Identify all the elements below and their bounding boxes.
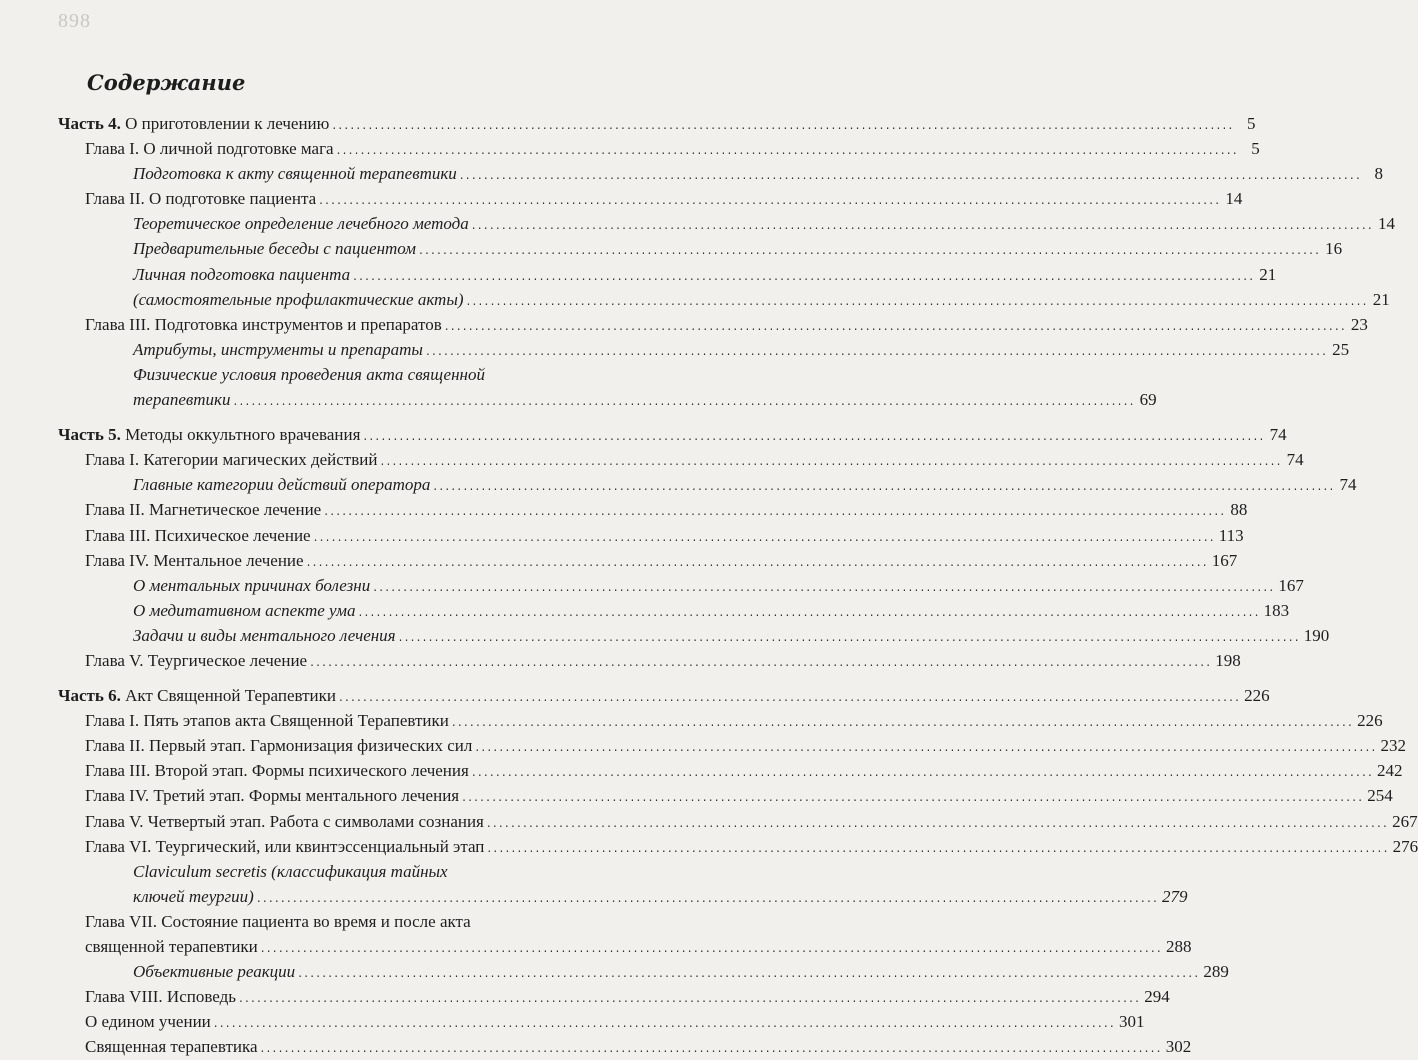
dot-leader xyxy=(373,576,1275,599)
dot-leader xyxy=(314,526,1216,549)
toc-chapter-entry xyxy=(58,910,628,935)
toc-part-entry xyxy=(58,423,1287,448)
toc-entry-label: Объективные реакции xyxy=(133,962,296,982)
toc-page-number: 190 xyxy=(1303,625,1330,645)
dot-leader xyxy=(261,937,1163,960)
dot-leader xyxy=(462,786,1364,809)
dot-leader xyxy=(419,239,1321,262)
toc-page-number: 14 xyxy=(1225,189,1243,209)
toc-part-entry xyxy=(58,684,1270,709)
toc-entry-label: О едином учении xyxy=(85,1012,211,1032)
toc-chapter-entry xyxy=(58,759,1403,784)
toc-part-title: Акт Священной Терапевтики xyxy=(120,686,336,706)
toc-entry-label: ключей теургии) xyxy=(133,886,254,906)
toc-entry-label: Главные категории действий оператора xyxy=(133,475,431,495)
toc-page-number: 88 xyxy=(1230,500,1248,520)
dot-leader xyxy=(310,651,1212,674)
toc-entry-label: терапевтики xyxy=(133,390,231,410)
toc-entry-label: Глава V. Четвертый этап. Работа с символами сознания xyxy=(85,811,484,831)
dot-leader xyxy=(261,1037,1163,1060)
toc-chapter-entry xyxy=(58,1010,1145,1035)
toc-entry-label: священной терапевтики xyxy=(85,937,258,956)
toc-entry-label: Теоретическое определение лечебного метода xyxy=(133,214,469,234)
dot-leader xyxy=(233,390,1135,413)
toc-chapter-entry xyxy=(58,810,1418,835)
toc-page-number: 167 xyxy=(1211,550,1238,570)
toc-section-entry xyxy=(58,338,1350,363)
toc-chapter-entry xyxy=(58,549,1238,574)
dot-leader xyxy=(339,686,1241,709)
toc-entry-label: Глава III. Психическое лечение xyxy=(85,525,311,545)
dot-leader xyxy=(452,711,1354,734)
toc-section-entry xyxy=(58,624,1330,649)
toc-entry-label: Священная терапевтика xyxy=(85,1037,258,1057)
toc-page-number: 198 xyxy=(1215,650,1241,670)
dot-leader xyxy=(380,450,1282,473)
dot-leader xyxy=(399,626,1301,649)
dot-leader xyxy=(467,290,1369,313)
toc-page-number: 74 xyxy=(1269,425,1287,445)
toc-part-title: Методы оккультного врачевания xyxy=(120,425,361,445)
dot-leader xyxy=(257,887,1159,910)
toc-page-number: 279 xyxy=(1161,886,1188,906)
toc-entry-label: О ментальных причинах болезни xyxy=(133,575,371,595)
toc-page-number: 267 xyxy=(1392,811,1418,831)
toc-page-number: 74 xyxy=(1339,475,1357,495)
dot-leader xyxy=(433,475,1335,498)
dot-leader xyxy=(337,139,1239,162)
dot-leader xyxy=(460,164,1362,187)
dot-leader xyxy=(472,214,1374,237)
toc-page-number: 21 xyxy=(1259,264,1277,284)
toc-page-number: 183 xyxy=(1263,600,1290,620)
toc-entry-label xyxy=(58,112,329,135)
dot-leader xyxy=(475,736,1377,759)
dot-leader xyxy=(359,601,1261,624)
toc-entry-label: Глава II. Первый этап. Гармонизация физических сил xyxy=(85,736,473,756)
dot-leader xyxy=(214,1012,1116,1035)
toc-part-entry xyxy=(58,112,1256,137)
dot-leader xyxy=(239,987,1141,1010)
toc-page-number: 167 xyxy=(1278,575,1304,595)
toc-page-number: 8 xyxy=(1374,164,1383,184)
toc-page-number: 226 xyxy=(1244,686,1270,706)
toc-entry-label: Глава VIII. Исповедь xyxy=(85,987,237,1007)
dot-leader xyxy=(332,114,1234,137)
dot-leader xyxy=(487,837,1389,860)
toc-chapter-entry xyxy=(58,187,1243,212)
dot-leader xyxy=(353,265,1255,288)
dot-leader xyxy=(307,551,1209,574)
dot-leader xyxy=(324,500,1226,523)
toc-entry-label: Глава VII. Состояние пациента во время и после акта xyxy=(85,911,471,931)
toc-chapter-entry xyxy=(58,784,1393,809)
page-number: 898 xyxy=(58,10,91,32)
toc-entry-label: Глава III. Второй этап. Формы психического лечения xyxy=(85,761,469,781)
toc-page-number: 23 xyxy=(1350,314,1368,334)
toc-entry-label: Подготовка к акту священной терапевтики xyxy=(133,164,457,184)
toc-entry-label: Глава VI. Теургический, или квинтэссенциальный этап xyxy=(85,836,485,856)
toc-chapter-entry xyxy=(58,649,1241,674)
toc-entry-label: Глава IV. Третий этап. Формы ментального лечения xyxy=(85,786,460,806)
toc-entry-label: Физические условия проведения акта священной xyxy=(133,364,485,384)
toc-entry-label: Задачи и виды ментального лечения xyxy=(133,625,396,645)
toc-page-number: 74 xyxy=(1286,450,1304,470)
toc-section-entry xyxy=(58,363,628,388)
toc-chapter-entry xyxy=(58,835,1418,860)
toc-page-number: 69 xyxy=(1139,390,1157,410)
toc-chapter-entry xyxy=(58,448,1304,473)
dot-leader xyxy=(319,189,1221,212)
toc-page-number: 288 xyxy=(1165,937,1192,956)
toc-section-entry xyxy=(58,960,1229,985)
dot-leader xyxy=(426,340,1328,363)
toc-page-number: 302 xyxy=(1165,1037,1192,1057)
dot-leader xyxy=(298,962,1200,985)
toc-part-number: Часть 6. xyxy=(58,686,121,706)
toc-part-number: Часть 5. xyxy=(58,425,121,445)
toc-chapter-entry xyxy=(58,498,1248,523)
toc-section-entry xyxy=(58,162,1383,187)
toc-entry-label: Глава I. Категории магических действий xyxy=(85,450,378,470)
toc-title: Содержание xyxy=(87,70,246,95)
toc-entry-label: Глава IV. Ментальное лечение xyxy=(85,550,304,570)
toc-chapter-entry xyxy=(58,313,1368,338)
dot-leader xyxy=(363,425,1265,448)
toc-page-number: 226 xyxy=(1357,711,1383,731)
toc-entry-label: Личная подготовка пациента xyxy=(133,264,351,284)
toc-entry-label: О медитативном аспекте ума xyxy=(133,600,356,620)
toc-page-number: 5 xyxy=(1251,139,1260,159)
toc-chapter-entry xyxy=(58,1035,1192,1060)
toc-page-number: 14 xyxy=(1377,214,1395,234)
toc-section-entry xyxy=(58,288,1390,313)
toc-page-number: 276 xyxy=(1392,836,1418,856)
toc-page-number: 301 xyxy=(1118,1012,1145,1032)
toc-entry-label: Атрибуты, инструменты и препараты xyxy=(133,339,423,359)
toc-section-entry xyxy=(58,860,628,885)
toc-page-number: 294 xyxy=(1144,987,1170,1007)
toc-page-number: 21 xyxy=(1372,289,1390,309)
toc-entry-label: Глава II. Магнетическое лечение xyxy=(85,500,322,520)
toc-chapter-entry xyxy=(58,524,1244,549)
toc-page-number: 289 xyxy=(1203,962,1229,982)
toc-entry-label: Глава II. О подготовке пациента xyxy=(85,189,317,209)
toc-page-number: 113 xyxy=(1218,525,1244,545)
toc-section-entry xyxy=(58,473,1357,498)
toc-page-number: 242 xyxy=(1377,761,1403,781)
dot-leader xyxy=(487,812,1389,835)
toc-entry-label: Предварительные беседы с пациентом xyxy=(133,239,416,259)
toc-chapter-entry xyxy=(58,985,1170,1010)
toc-section-entry xyxy=(58,237,1343,262)
toc-section-entry xyxy=(58,388,1157,413)
toc-entry-label xyxy=(58,684,336,707)
toc-section-entry xyxy=(58,885,1188,910)
toc-entry-label: Глава I. Пять этапов акта Священной Терапевтики xyxy=(85,711,449,731)
toc-chapter-entry xyxy=(58,137,1260,162)
toc-entry-label: Глава III. Подготовка инструментов и препаратов xyxy=(85,314,442,334)
toc-page-number: 16 xyxy=(1325,239,1343,259)
toc-part-number: Часть 4. xyxy=(58,114,121,133)
dot-leader xyxy=(445,315,1347,338)
toc-page-number: 232 xyxy=(1380,736,1407,756)
toc-page-number: 5 xyxy=(1247,114,1256,133)
toc-entry-label xyxy=(58,423,360,446)
toc-page-number: 254 xyxy=(1367,786,1393,806)
toc-part-title: О приготовлении к лечению xyxy=(120,114,330,133)
toc-entry-label: Глава V. Теургическое лечение xyxy=(85,650,308,670)
toc-section-entry xyxy=(58,574,1304,599)
toc-section-entry xyxy=(58,212,1395,237)
toc-entry-label: (самостоятельные профилактические акты) xyxy=(133,289,464,309)
toc-entry-label: Глава I. О личной подготовке мага xyxy=(85,139,334,159)
toc-entry-label: Clavicu​lum secretis (классификация тайных xyxy=(133,861,448,881)
table-of-contents xyxy=(58,112,1418,1060)
toc-chapter-entry xyxy=(58,734,1407,759)
toc-section-entry xyxy=(58,263,1277,288)
dot-leader xyxy=(472,761,1374,784)
toc-section-entry xyxy=(58,599,1290,624)
toc-chapter-entry xyxy=(58,935,1192,960)
toc-chapter-entry xyxy=(58,709,1383,734)
toc-page-number: 25 xyxy=(1332,339,1350,359)
